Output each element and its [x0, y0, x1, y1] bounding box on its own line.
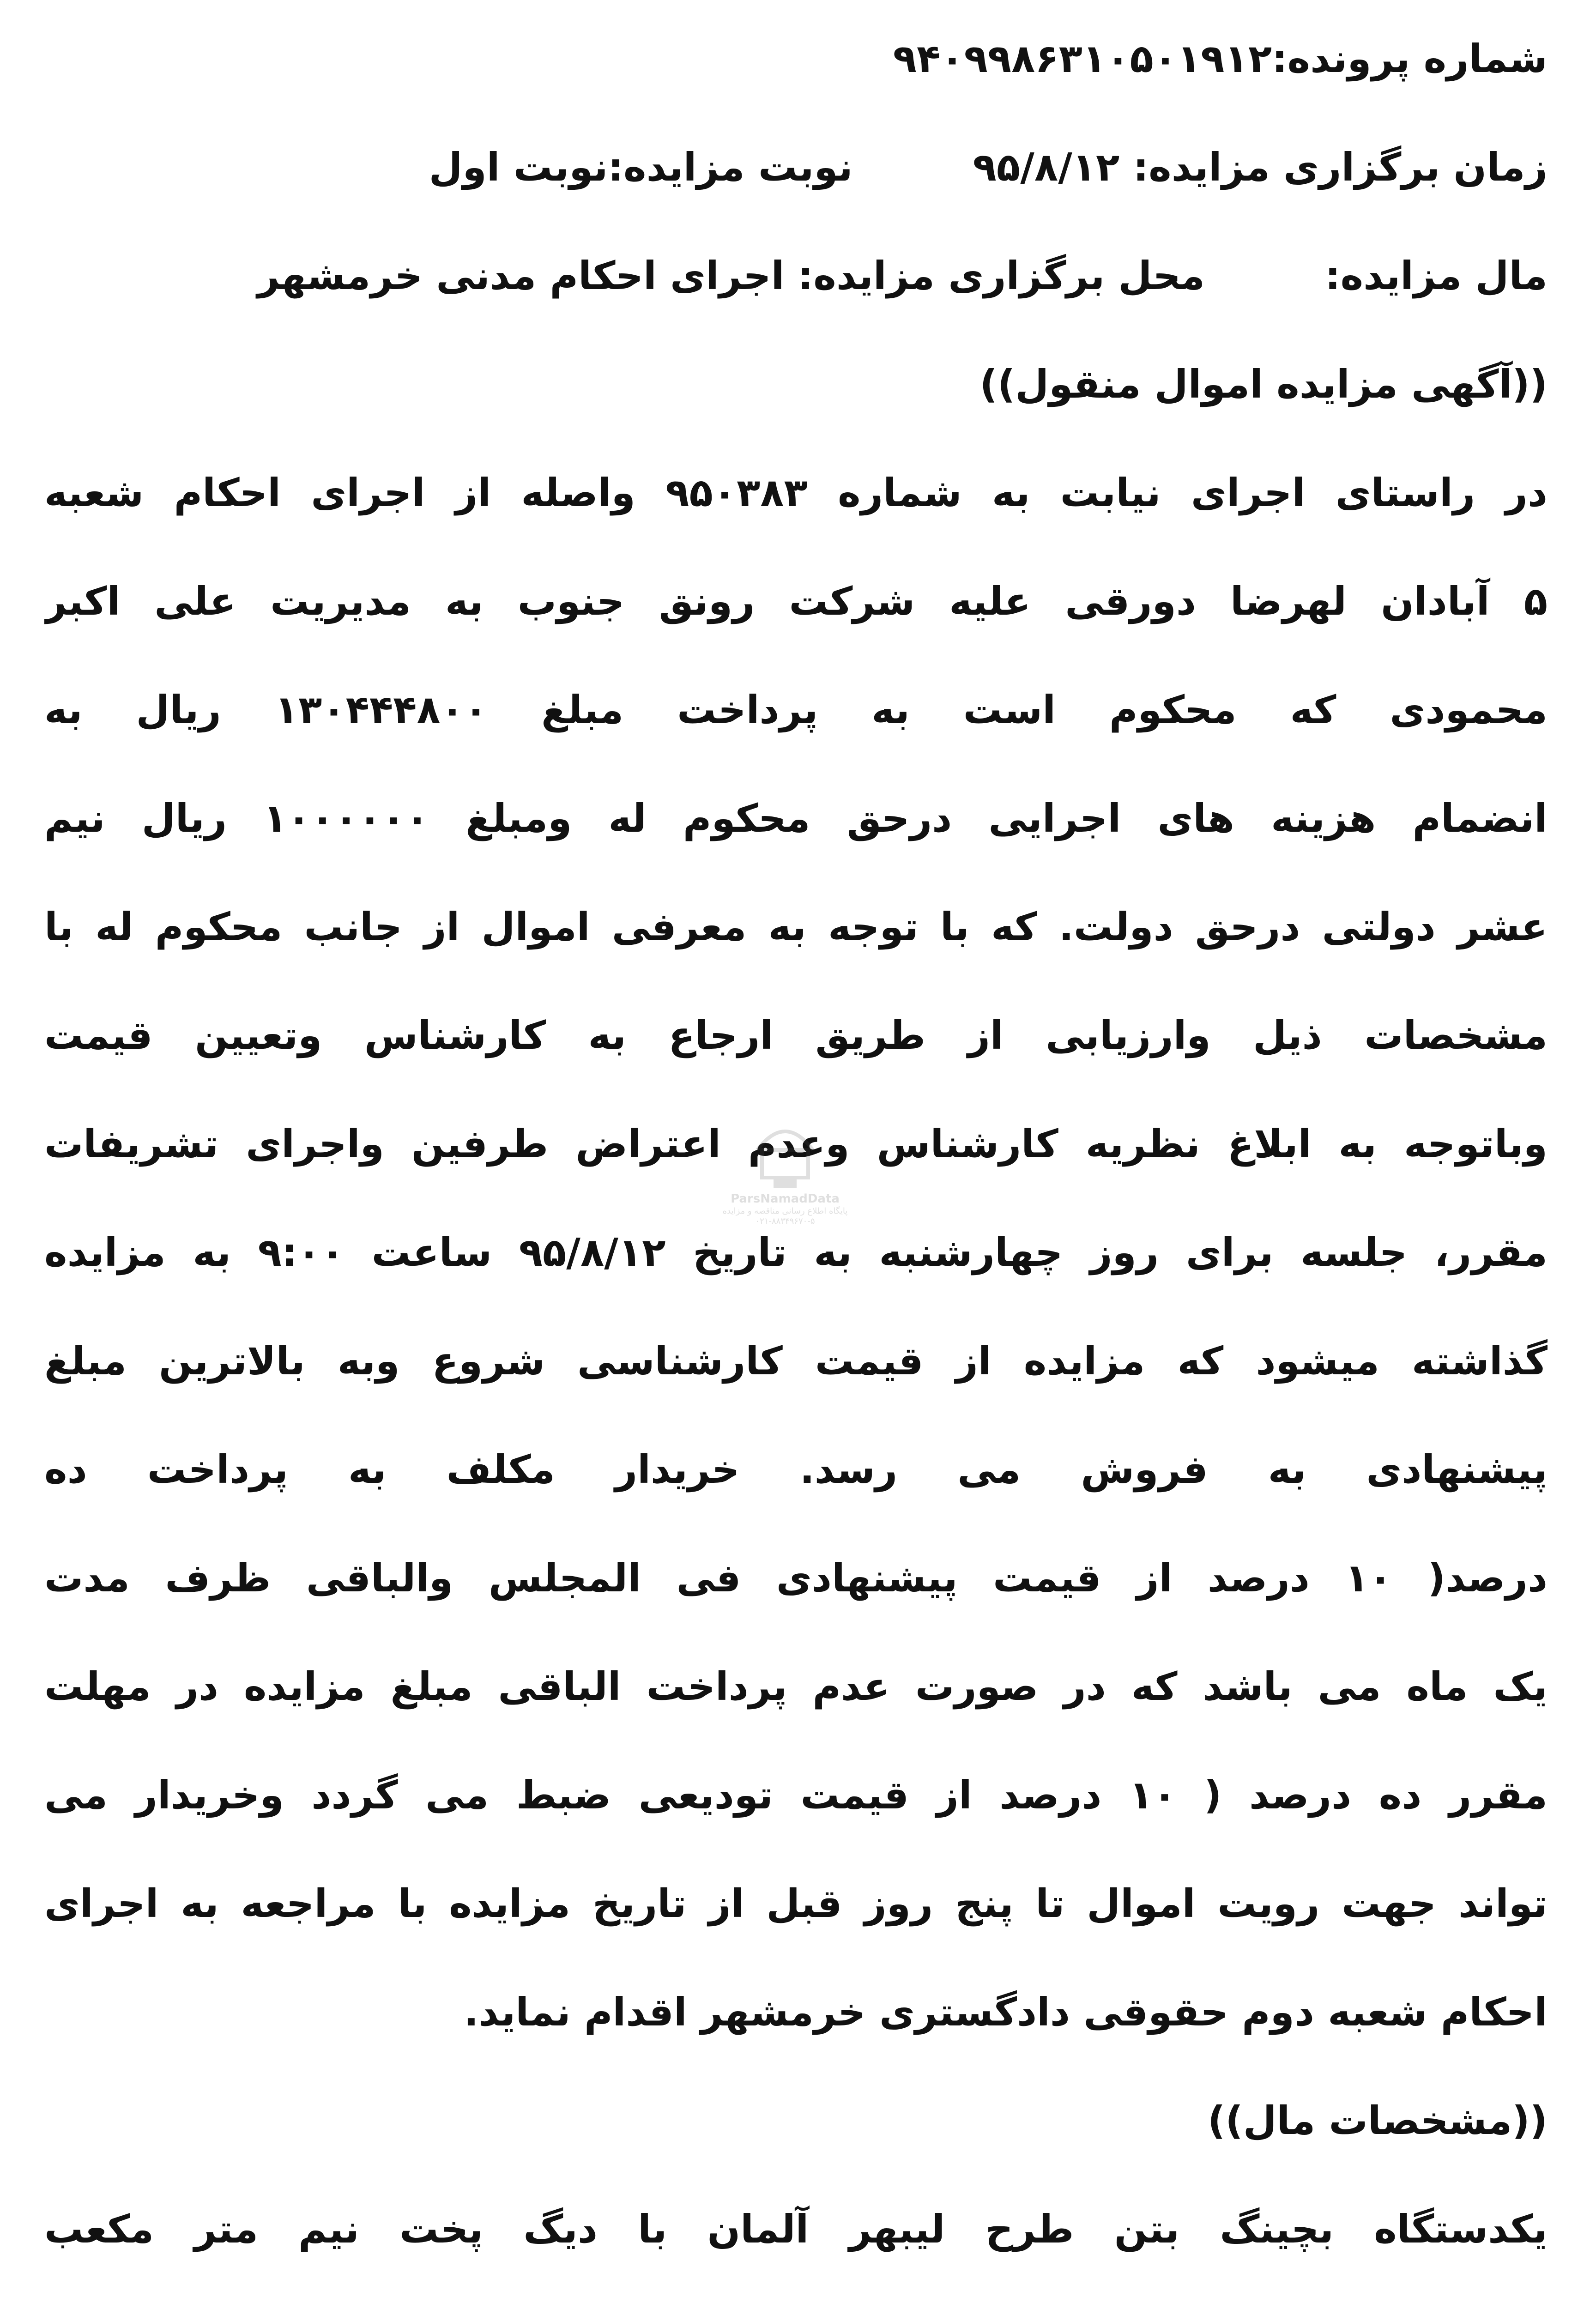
auction-place-row	[44, 222, 1548, 330]
body-line: مشخصات ذیل وارزیابی از طریق ارجاع به کارشناس وتعیین قیمت	[44, 1013, 1548, 1058]
specs-line	[44, 2284, 1548, 2309]
auction-time-row	[44, 113, 1548, 222]
body-line: مقرر ده درصد ( ۱۰ درصد از قیمت تودیعی ضبط می گردد وخریدار می	[44, 1772, 1548, 1818]
auction-place: محل برگزاری مزایده: اجرای احکام مدنی خرمشهر	[257, 253, 1205, 298]
body-line: درصد( ۱۰ درصد از قیمت پیشنهادی فی المجلس والباقی ظرف مدت	[44, 1555, 1548, 1601]
body-line: انضمام هزینه های اجرایی درحق محکوم له ومبلغ ۱۰۰۰۰۰۰ ریال نیم	[44, 796, 1548, 841]
body-line: احکام شعبه دوم حقوقی دادگستری خرمشهر اقدام نماید.	[464, 1989, 1548, 2035]
specs-body	[44, 2175, 1548, 2309]
body-line: پیشنهادی به فروش می رسد. خریدار مکلف به پرداخت ده	[44, 1447, 1548, 1492]
watermark	[707, 1118, 864, 1256]
specs-line: یکدستگاه بچینگ بتن طرح لیبهر آلمان با دیگ پخت نیم متر مکعب	[44, 2206, 1548, 2252]
body-line: گذاشته میشود که مزایده از قیمت کارشناسی شروع وبه بالاترین مبلغ	[44, 1338, 1548, 1384]
auction-time: زمان برگزاری مزایده: ۹۵/۸/۱۲	[973, 145, 1548, 190]
body-line: وباتوجه به ابلاغ نظریه کارشناس وعدم اعتراض طرفین واجرای تشریفات	[44, 1121, 1548, 1167]
watermark-phone: ۰۲۱-۸۸۳۴۹۶۷۰-۵	[755, 1216, 815, 1226]
body-line: ۵ آبادان لهرضا دورقی علیه شرکت رونق جنوب به مدیریت علی اکبر	[44, 579, 1548, 624]
body-line: در راستای اجرای نیابت به شماره ۹۵۰۳۸۳ واصله از اجرای احکام شعبه	[44, 470, 1548, 515]
property-label: مال مزایده:	[1325, 253, 1548, 298]
body-line: یک ماه می باشد که در صورت عدم پرداخت الباقی مبلغ مزایده در مهلت	[44, 1664, 1548, 1709]
watermark-brand: ParsNamadData	[731, 1192, 840, 1206]
body-line: محمودی که محکوم است به پرداخت مبلغ ۱۳۰۴۴۴۸۰۰ ریال به	[44, 687, 1548, 732]
watermark-subtitle: پایگاه اطلاع رسانی مناقصه و مزایده	[722, 1206, 848, 1216]
auction-round: نوبت مزایده:نوبت اول	[429, 145, 853, 190]
stamp-logo-icon	[744, 1118, 827, 1191]
specs-title: ((مشخصات مال))	[1208, 2098, 1548, 2143]
body-line: تواند جهت رویت اموال تا پنج روز قبل از تاریخ مزایده با مراجعه به اجرای	[44, 1881, 1548, 1926]
case-number: شماره پرونده:۹۴۰۹۹۸۶۳۱۰۵۰۱۹۱۲	[893, 36, 1548, 81]
body-line: مقرر، جلسه برای روز چهارشنبه به تاریخ ۹۵/۸/۱۲ ساعت ۹:۰۰ به مزایده	[44, 1230, 1548, 1275]
notice-title: ((آگهی مزایده اموال منقول))	[979, 362, 1548, 407]
body-line: عشر دولتی درحق دولت. که با توجه به معرفی اموال از جانب محکوم له با	[44, 904, 1548, 949]
